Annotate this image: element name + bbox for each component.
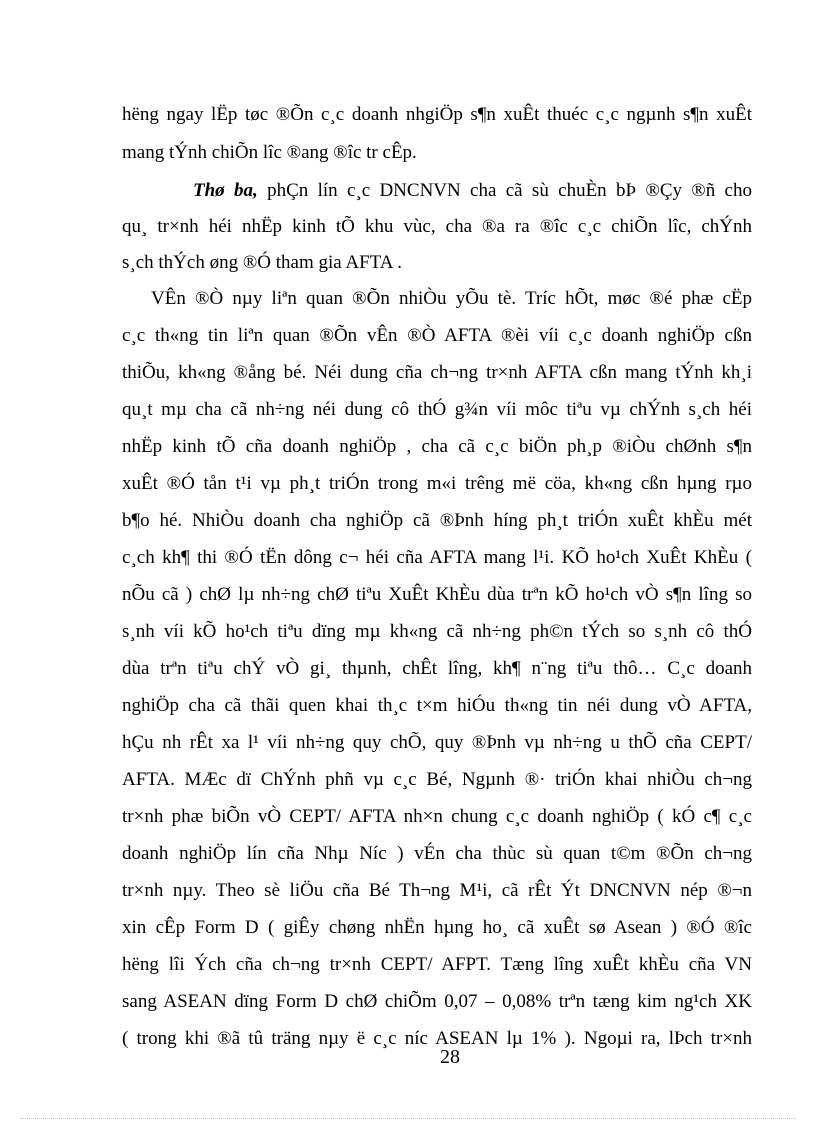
text-line: hëng lîi Ých cña ch¬ng tr×nh CEPT/ AFPT. Tæng lîng xuÊt khÈu cña VN [122,954,752,975]
text-line: phÇn lín c¸c DNCNVN cha cã sù chuÈn bÞ ®Çy ®ñ cho [267,180,752,201]
text-line: doanh nghiÖp lín cña Nhµ Níc ) vÉn cha thùc sù quan t©m ®Õn ch¬ng [122,843,752,864]
text-line: tr×nh phæ biÕn vÒ CEPT/ AFTA nh×n chung c¸c doanh nghiÖp ( kÓ c¶ c¸c [122,806,752,827]
text-line: c¸ch kh¶ thi ®Ó tËn dông c¬ héi cña AFTA mang l¹i. KÕ ho¹ch XuÊt KhÈu ( [122,547,752,568]
text-line: thiÕu, kh«ng ®ång bé. Néi dung cña ch¬ng tr×nh AFTA cßn mang tÝnh kh¸i [122,362,752,383]
text-line: mang tÝnh chiÕn lîc ®ang ®îc tr cÊp. [122,142,417,163]
text-line: s¸nh víi kÕ ho¹ch tiªu dïng mµ kh«ng cã nh÷ng ph©n tÝch so s¸nh cô thÓ [122,621,752,642]
paragraph-lead-line [193,174,752,208]
text-line: hÇu nh rÊt xa l¹ víi nh÷ng quy chÕ, quy ®Þnh vµ nh÷ng u thÕ cña CEPT/ [122,732,752,753]
text-line: nÕu cã ) chØ lµ nh÷ng chØ tiªu XuÊt KhÈu dùa trªn kÕ ho¹ch vÒ s¶n lîng so [122,584,752,605]
text-line: dùa trªn tiªu chÝ vÒ gi¸ thµnh, chÊt lîng, kh¶ n¨ng tiªu thô… C¸c doanh [122,658,752,679]
text-line: xuÊt ®Ó tån t¹i vµ ph¸t triÓn trong m«i trêng më cöa, kh«ng cßn hµng rµo [122,473,752,494]
page-number: 28 [440,1046,460,1068]
text-line: sang ASEAN dïng Form D chØ chiÕm 0,07 – 0,08% trªn tæng kim ng¹ch XK [122,991,752,1012]
lead-in-label: Thø ba, [193,180,258,201]
text-line: b¶o hé. NhiÒu doanh cha nghiÖp cã ®Þnh híng ph¸t triÓn xuÊt khÈu mét [122,510,752,531]
text-line: tr×nh nµy. Theo sè liÖu cña Bé Th¬ng M¹i, cã rÊt Ýt DNCNVN nép ®¬n [122,880,752,901]
text-line: c¸c th«ng tin liªn quan ®Õn vÊn ®Ò AFTA ®èi víi c¸c doanh nghiÖp cßn [122,325,752,346]
text-line: hëng ngay lËp tøc ®Õn c¸c doanh nhgiÖp s¶n xuÊt thuéc c¸c ngµnh s¶n xuÊt [122,104,752,125]
text-line: nhËp kinh tÕ cña doanh nghiÖp , cha cã c¸c biÖn ph¸p ®iÒu chØnh s¶n [122,436,752,457]
text-line: nghiÖp cha cã thãi quen khai th¸c t×m hiÓu th«ng tin néi dung vÒ AFTA, [122,695,752,716]
text-line: VÊn ®Ò nµy liªn quan ®Õn nhiÒu yÕu tè. Tríc hÕt, møc ®é phæ cËp [151,288,752,309]
text-line: xin cÊp Form D ( giÊy chøng nhËn hµng ho¸ cã xuÊt sø Asean ) ®Ó ®îc [122,917,752,938]
text-line: qu¸ tr×nh héi nhËp kinh tÕ khu vùc, cha ®a ra ®îc c¸c chiÕn lîc, chÝnh [122,216,752,237]
text-line: ( trong khi ®ã tû träng nµy ë c¸c níc ASEAN lµ 1% ). Ngoµi ra, lÞch tr×nh [122,1028,752,1049]
text-line: qu¸t mµ cha cã nh÷ng néi dung cô thÓ g¾n víi môc tiªu vµ chÝnh s¸ch héi [122,399,752,420]
page-bottom-rule [20,1118,796,1119]
text-line: s¸ch thÝch øng ®Ó tham gia AFTA . [122,252,402,273]
text-line: AFTA. MÆc dï ChÝnh phñ vµ c¸c Bé, Ngµnh ®· triÓn khai nhiÒu ch¬ng [122,769,752,790]
